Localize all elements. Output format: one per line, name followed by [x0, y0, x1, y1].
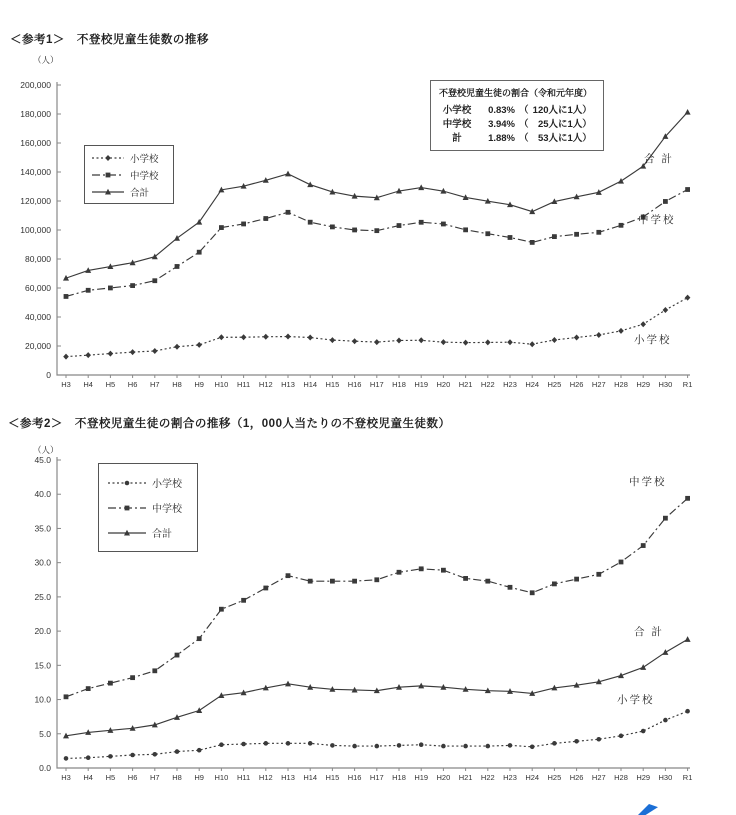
ratio-pct: 1.88% [488, 133, 515, 144]
ratio-row-total [439, 132, 595, 146]
svg-text:H20: H20 [436, 773, 451, 782]
svg-text:H17: H17 [369, 380, 384, 389]
svg-text:H16: H16 [347, 380, 362, 389]
svg-text:H6: H6 [127, 773, 138, 782]
ratio-paren: （ [519, 105, 529, 116]
legend-label-total: 合計 [152, 529, 172, 540]
svg-text:35.0: 35.0 [34, 523, 51, 534]
svg-text:H12: H12 [258, 773, 273, 782]
ratio-num: 25 [537, 119, 549, 130]
svg-text:H12: H12 [258, 380, 273, 389]
svg-text:H8: H8 [172, 380, 182, 389]
legend-label-elementary: 小学校 [130, 153, 159, 165]
svg-text:0: 0 [46, 370, 51, 380]
page-number-mark [638, 804, 658, 815]
ref2-y-axis-unit: （人） [33, 445, 59, 455]
svg-text:H29: H29 [636, 380, 651, 389]
total-line-sample-icon [107, 527, 147, 539]
svg-text:H7: H7 [150, 380, 160, 389]
legend-label-junior: 中学校 [152, 504, 182, 515]
svg-text:20,000: 20,000 [25, 341, 51, 351]
chart1-legend-item-elementary [91, 149, 167, 166]
junior-line-sample-icon [107, 502, 147, 514]
svg-text:H28: H28 [614, 773, 628, 782]
svg-text:H25: H25 [547, 380, 562, 389]
svg-text:180,000: 180,000 [20, 109, 51, 119]
svg-text:H18: H18 [392, 380, 406, 389]
svg-text:160,000: 160,000 [20, 138, 51, 148]
svg-text:H9: H9 [194, 380, 204, 389]
svg-text:60,000: 60,000 [25, 283, 51, 293]
svg-text:120,000: 120,000 [20, 196, 51, 206]
ratio-num: 53 [537, 133, 549, 144]
svg-text:100,000: 100,000 [20, 225, 51, 235]
series-小学校 [63, 295, 690, 360]
svg-text:H13: H13 [281, 773, 295, 782]
series-小学校 [64, 709, 690, 761]
total-line-sample-icon [91, 186, 125, 198]
elementary-line-sample-icon [107, 477, 147, 489]
svg-text:H9: H9 [194, 773, 204, 782]
svg-text:H6: H6 [127, 380, 138, 389]
chart1-legend-item-junior [91, 166, 167, 183]
svg-text:H29: H29 [636, 773, 651, 782]
ratio-school: 中学校 [442, 119, 472, 130]
svg-text:H10: H10 [214, 773, 229, 782]
svg-text:40.0: 40.0 [34, 489, 51, 500]
svg-text:0.0: 0.0 [39, 763, 51, 773]
ratio-school: 小学校 [442, 105, 472, 116]
svg-text:H4: H4 [83, 773, 93, 782]
ratio-paren: （ [519, 119, 529, 130]
svg-text:140,000: 140,000 [20, 167, 51, 177]
chart1-label-junior: 中学校 [638, 214, 676, 226]
chart1-canvas [0, 60, 736, 400]
svg-text:H17: H17 [369, 773, 384, 782]
ratio-row-elementary [439, 104, 595, 118]
svg-text:H21: H21 [458, 773, 473, 782]
svg-text:H30: H30 [658, 773, 673, 782]
ratio-num: 120 [532, 105, 549, 116]
svg-text:R1: R1 [682, 773, 693, 782]
ratio-info-box [430, 80, 604, 151]
svg-text:H3: H3 [61, 773, 71, 782]
chart1-label-elementary: 小学校 [634, 334, 672, 346]
svg-text:30.0: 30.0 [34, 557, 51, 568]
ratio-close: 人に1人） [548, 105, 592, 116]
svg-text:H14: H14 [303, 380, 318, 389]
ratio-row-junior [439, 118, 595, 132]
svg-text:10.0: 10.0 [34, 694, 51, 705]
svg-text:H26: H26 [569, 773, 584, 782]
svg-text:80,000: 80,000 [25, 254, 51, 264]
elementary-line-sample-icon [91, 152, 125, 164]
ratio-close: 人に1人） [548, 119, 592, 130]
svg-text:H4: H4 [83, 380, 93, 389]
svg-text:H24: H24 [525, 380, 540, 389]
svg-text:25.0: 25.0 [34, 591, 51, 602]
svg-text:H18: H18 [392, 773, 406, 782]
svg-text:H3: H3 [61, 380, 71, 389]
svg-text:20.0: 20.0 [34, 626, 51, 637]
svg-text:H20: H20 [436, 380, 451, 389]
svg-text:H24: H24 [525, 773, 540, 782]
chart2-legend [98, 463, 198, 552]
series-合計 [63, 636, 691, 738]
chart2-label-junior: 中学校 [629, 476, 667, 488]
svg-text:40,000: 40,000 [25, 312, 51, 322]
ref2-heading: ＜参考2＞ 不登校児童生徒の割合の推移（1，000人当たりの不登校児童生徒数） [8, 418, 451, 430]
ratio-school: 計 [452, 133, 462, 144]
svg-text:H19: H19 [414, 773, 429, 782]
svg-text:15.0: 15.0 [34, 660, 51, 671]
svg-text:H27: H27 [591, 380, 606, 389]
svg-text:H11: H11 [236, 773, 251, 782]
ratio-close: 人に1人） [548, 133, 592, 144]
svg-text:H22: H22 [480, 380, 495, 389]
svg-text:H15: H15 [325, 380, 340, 389]
chart1-legend [84, 145, 174, 204]
svg-text:H8: H8 [172, 773, 182, 782]
svg-text:H16: H16 [347, 773, 362, 782]
chart2-label-elementary: 小学校 [617, 694, 655, 706]
chart2-legend-item-junior [107, 495, 189, 520]
legend-label-total: 合計 [130, 187, 150, 199]
svg-text:H13: H13 [281, 380, 295, 389]
ref1-y-axis-unit: （人） [33, 55, 59, 65]
svg-text:H22: H22 [480, 773, 495, 782]
svg-text:H28: H28 [614, 380, 628, 389]
legend-label-elementary: 小学校 [152, 479, 182, 490]
svg-text:H15: H15 [325, 773, 340, 782]
svg-text:H26: H26 [569, 380, 584, 389]
svg-text:H19: H19 [414, 380, 429, 389]
chart2-label-total: 合 計 [634, 626, 664, 638]
ratio-pct: 3.94% [488, 119, 515, 130]
svg-text:45.0: 45.0 [34, 455, 51, 465]
junior-line-sample-icon [91, 169, 125, 181]
svg-text:H7: H7 [150, 773, 160, 782]
chart2-legend-item-elementary [107, 470, 189, 495]
svg-text:H11: H11 [236, 380, 251, 389]
ratio-paren: （ [519, 133, 529, 144]
svg-text:R1: R1 [682, 380, 693, 389]
svg-text:H21: H21 [458, 380, 473, 389]
legend-label-junior: 中学校 [130, 170, 159, 182]
chart1-label-total: 合 計 [644, 153, 674, 165]
svg-text:H23: H23 [503, 380, 517, 389]
chart1-legend-item-total [91, 183, 167, 200]
svg-text:H25: H25 [547, 773, 562, 782]
svg-text:200,000: 200,000 [20, 80, 51, 90]
svg-text:H5: H5 [105, 380, 116, 389]
svg-text:5.0: 5.0 [39, 728, 51, 739]
ratio-pct: 0.83% [488, 105, 515, 116]
ref1-heading: ＜参考1＞ 不登校児童生徒数の推移 [10, 34, 209, 46]
chart2-legend-item-total [107, 520, 189, 545]
svg-text:H27: H27 [591, 773, 606, 782]
svg-text:H23: H23 [503, 773, 517, 782]
ratio-info-title: 不登校児童生徒の割合（令和元年度） [439, 88, 593, 98]
svg-text:H10: H10 [214, 380, 229, 389]
svg-text:H14: H14 [303, 773, 318, 782]
svg-text:H30: H30 [658, 380, 673, 389]
svg-text:H5: H5 [105, 773, 116, 782]
